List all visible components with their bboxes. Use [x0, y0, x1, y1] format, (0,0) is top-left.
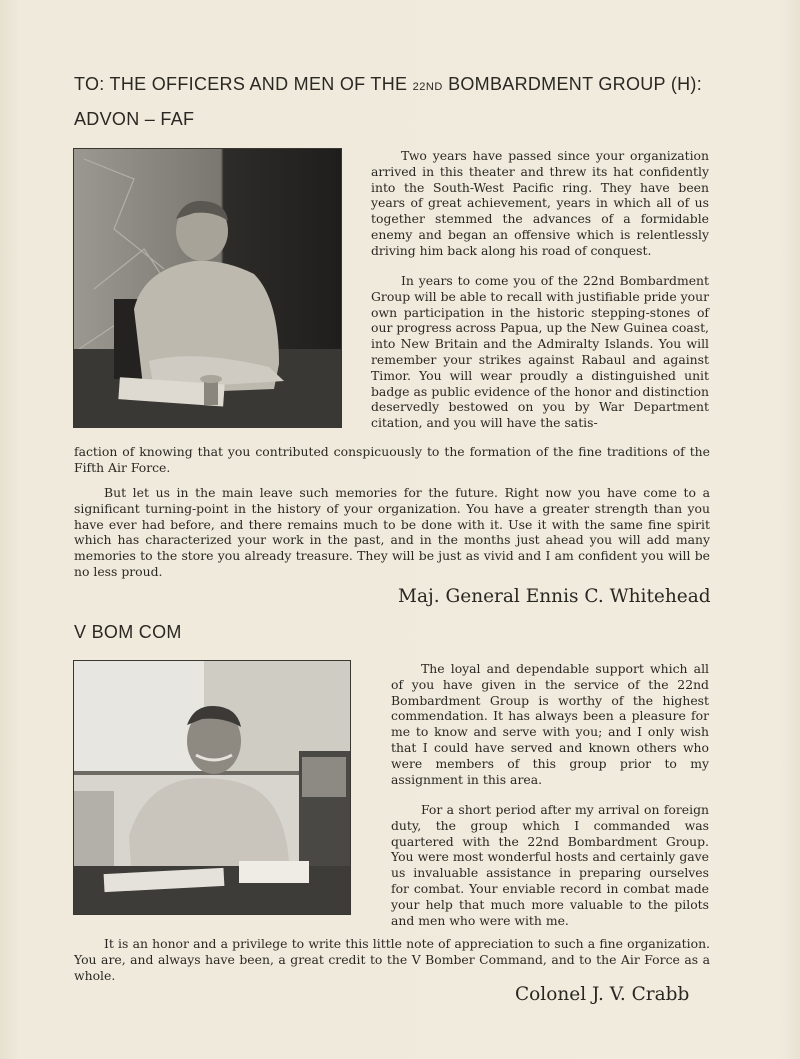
photo-general-whitehead	[73, 148, 342, 428]
section-heading-advon-faf: ADVON – FAF	[74, 109, 195, 129]
signature-crabb: Colonel J. V. Crabb	[515, 984, 690, 1005]
letter1-paragraph-2-continued: faction of knowing that you contributed conspicuously to the formation of the fine traditions of the Fifth Air Force.	[74, 444, 710, 475]
letter2-paragraph-2: For a short period after my arrival on foreign duty, the group which I commanded was quartered with the 22nd Bombardment Group. You were most wonderful hosts and certainly gave us invaluable assistance in preparing ourselves for combat. Your enviable record in combat made your help that much more valuable to the pilots and men who were with me.	[391, 802, 709, 928]
photo-colonel-crabb	[73, 660, 351, 915]
letter1-paragraph-2: In years to come you of the 22nd Bombardment Group will be able to recall with justifiable pride your own participation in the historic stepping-stones of our progress across Papua, up the New Guinea coast, into New Britain and the Admiralty Islands. You will remember your strikes against Rabaul and against Timor. You will wear proudly a distinguished unit badge as public evidence of the honor and distinction deservedly bestowed on you by War Department citation, and you will have the satis-	[371, 273, 709, 431]
signature-whitehead: Maj. General Ennis C. Whitehead	[398, 586, 711, 607]
letter2-paragraph-1: The loyal and dependable support which all of you have given in the service of the 22nd Bombardment Group is worthy of the highest commendation. It has always been a pleasure for me to know and serve with you; and I only wish that I could have served and known others who were members of this group prior to my assignment in this area.	[391, 661, 709, 787]
letter-salutation: TO: THE OFFICERS AND MEN OF THE 22ND BOMBARDMENT GROUP (H):	[74, 74, 703, 94]
letter2-paragraph-3: It is an honor and a privilege to write this little note of appreciation to such a fine organization. You are, and always have been, a great credit to the V Bomber Command, and to the Air Force as a whole.	[74, 936, 710, 983]
letter1-paragraph-3: But let us in the main leave such memories for the future. Right now you have come to a significant turning-point in the history of your organization. You have a greater strength than you have ever had before, and there remains much to be done with it. Use it with the same fine spirit which has characterized your work in the past, and in the months just ahead you will add many memories to the store you already treasure. They will be just as vivid and I am confident you will be no less proud.	[74, 485, 710, 579]
section-heading-v-bom-com: V BOM COM	[74, 622, 182, 642]
letter1-paragraph-1: Two years have passed since your organization arrived in this theater and threw its hat confidently into the South-West Pacific ring. They have been years of great achievement, years in which all of us together stemmed the advances of a formidable enemy and began an offensive which is relentlessly driving him back along his road of conquest.	[371, 148, 709, 258]
